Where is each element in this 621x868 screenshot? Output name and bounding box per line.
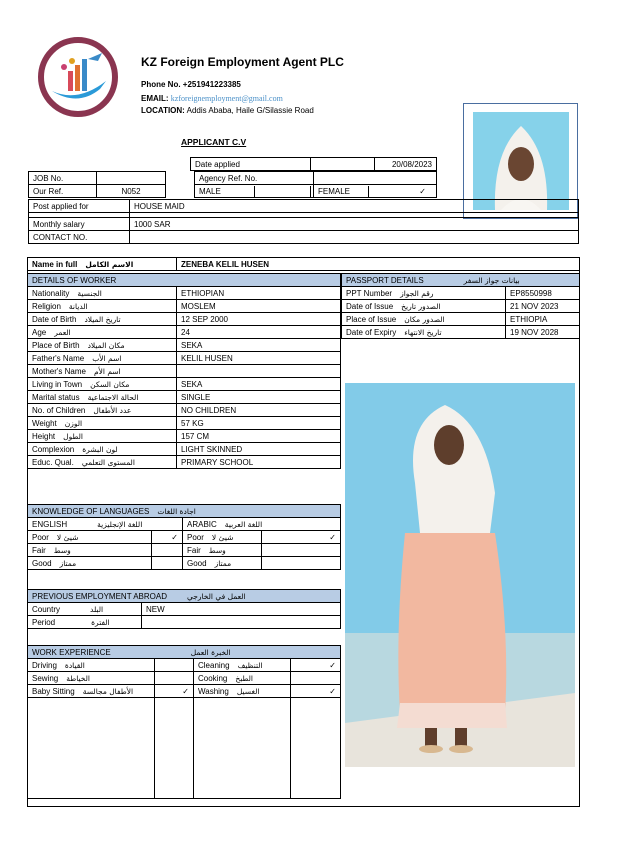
country-label: Country <box>32 604 61 614</box>
previous-header-ar: العمل في الخارجي <box>187 591 246 601</box>
passport-header-ar: بيانات جواز السفر <box>463 275 520 285</box>
language-level-row <box>28 544 341 557</box>
date-applied-table <box>190 157 437 171</box>
english-level-check <box>152 544 183 557</box>
passport-value: EP8550998 <box>506 287 580 300</box>
experience-row <box>28 672 341 685</box>
english-level-label: Poor <box>32 532 49 542</box>
previous-header: PREVIOUS EMPLOYMENT ABROAD <box>32 591 167 601</box>
detail-label: Marital status <box>32 392 80 402</box>
arabic-level-label: Poor <box>187 532 204 542</box>
skill-label-ar: الغسيل <box>236 686 260 696</box>
detail-label-ar: الجنسية <box>77 288 102 298</box>
detail-label: Date of Birth <box>32 314 77 324</box>
languages-table <box>27 504 341 570</box>
skill-check <box>155 659 194 672</box>
experience-row <box>28 685 341 698</box>
salary-label: Monthly salary <box>29 218 130 231</box>
detail-value <box>177 365 341 378</box>
detail-label-ar: عدد الأطفال <box>93 405 132 415</box>
reference-table <box>28 171 437 198</box>
detail-row <box>28 430 341 443</box>
skill-label: Baby Sitting <box>32 686 75 696</box>
arabic-level-label: Good <box>187 558 207 568</box>
detail-label: Complexion <box>32 444 75 454</box>
email-link[interactable]: kzforeignemployment@gmail.com <box>170 94 283 103</box>
passport-label: Date of Expiry <box>346 327 397 337</box>
skill-label: Cooking <box>198 673 228 683</box>
detail-value: SEKA <box>177 378 341 391</box>
company-name: KZ Foreign Employment Agent PLC <box>141 55 344 69</box>
arabic-level-check: ✓ <box>262 531 341 544</box>
skill-label: Sewing <box>32 673 59 683</box>
skill-label-ar: الخياطة <box>66 673 90 683</box>
skill-check: ✓ <box>155 685 194 698</box>
detail-row <box>28 391 341 404</box>
passport-row <box>342 300 580 313</box>
cv-title: APPLICANT C.V <box>181 137 247 147</box>
our-ref-value: N052 <box>97 185 166 198</box>
job-no-label: JOB No. <box>29 172 97 185</box>
detail-label-ar: المستوى التعلمي <box>81 457 135 467</box>
detail-label: No. of Children <box>32 405 86 415</box>
languages-header: KNOWLEDGE OF LANGUAGES <box>32 506 150 516</box>
male-label: MALE <box>195 186 255 197</box>
detail-value: PRIMARY SCHOOL <box>177 456 341 469</box>
skill-check: ✓ <box>291 659 341 672</box>
post-label: Post applied for <box>29 200 130 213</box>
period-label-ar: الفترة <box>91 617 110 627</box>
detail-row <box>28 313 341 326</box>
name-label-ar: الاسم الكامل <box>85 259 134 269</box>
detail-label: Height <box>32 431 56 441</box>
female-label: FEMALE <box>314 186 369 197</box>
skill-check: ✓ <box>291 685 341 698</box>
detail-value: SEKA <box>177 339 341 352</box>
detail-label-ar: مكان الميلاد <box>87 340 125 350</box>
english-label-ar: اللغة الإنجليزية <box>97 519 143 529</box>
detail-value: 57 KG <box>177 417 341 430</box>
english-level-check <box>152 557 183 570</box>
experience-header-ar: الخبرة العمل <box>190 647 231 657</box>
job-no-value <box>97 172 166 185</box>
passport-row <box>342 326 580 339</box>
passport-label: Date of Issue <box>346 301 394 311</box>
name-value: ZENEBA KELIL HUSEN <box>177 258 580 271</box>
skill-check <box>155 672 194 685</box>
passport-header: PASSPORT DETAILS <box>346 275 424 285</box>
experience-row <box>28 659 341 672</box>
detail-label: Educ. Qual. <box>32 457 74 467</box>
skill-label-ar: القيادة <box>64 660 85 670</box>
detail-value: NO CHILDREN <box>177 404 341 417</box>
contact-value <box>130 231 579 244</box>
country-value: NEW <box>142 603 341 616</box>
detail-row <box>28 443 341 456</box>
english-level-label: Fair <box>32 545 46 555</box>
company-location: LOCATION: Addis Ababa, Haile G/Silassie Road <box>141 106 314 115</box>
passport-row <box>342 287 580 300</box>
work-experience-table <box>27 645 341 799</box>
skill-label: Driving <box>32 660 57 670</box>
period-label: Period <box>32 617 56 627</box>
arabic-level-check <box>262 557 341 570</box>
detail-row <box>28 339 341 352</box>
english-level-label-ar: شيئ لا <box>56 532 79 542</box>
english-level-label-ar: وسط <box>53 545 71 555</box>
portrait-image <box>473 112 569 210</box>
details-header: DETAILS OF WORKER <box>28 274 341 287</box>
passport-value: 21 NOV 2023 <box>506 300 580 313</box>
arabic-label: ARABIC <box>187 519 217 529</box>
post-value: HOUSE MAID <box>130 200 579 213</box>
passport-label: PPT Number <box>346 288 393 298</box>
passport-label-ar: الصدور مكان <box>404 314 445 324</box>
contact-label: CONTACT NO. <box>29 231 130 244</box>
detail-label: Living in Town <box>32 379 83 389</box>
detail-value: ETHIOPIAN <box>177 287 341 300</box>
detail-value: MOSLEM <box>177 300 341 313</box>
applicant-photo-full <box>345 383 575 767</box>
detail-label: Father's Name <box>32 353 85 363</box>
passport-label-ar: الصدور تاريخ <box>401 301 441 311</box>
detail-row <box>28 326 341 339</box>
detail-label-ar: اسم الأم <box>94 366 121 376</box>
detail-label: Age <box>32 327 47 337</box>
arabic-level-label-ar: ممتاز <box>214 558 232 568</box>
passport-label: Place of Issue <box>346 314 397 324</box>
skill-label-ar: التنظيف <box>237 660 263 670</box>
detail-label: Mother's Name <box>32 366 86 376</box>
detail-row <box>28 365 341 378</box>
skill-check <box>291 672 341 685</box>
passport-value: 19 NOV 2028 <box>506 326 580 339</box>
salary-value: 1000 SAR <box>130 218 579 231</box>
skill-label: Washing <box>198 686 229 696</box>
details-table <box>27 273 341 469</box>
detail-label: Religion <box>32 301 61 311</box>
english-label: ENGLISH <box>32 519 68 529</box>
detail-label: Nationality <box>32 288 70 298</box>
previous-employment-table <box>27 589 341 629</box>
language-level-row <box>28 531 341 544</box>
skill-label-ar: الأطفال مجالسة <box>82 686 134 696</box>
detail-row <box>28 417 341 430</box>
experience-header: WORK EXPERIENCE <box>32 647 111 657</box>
our-ref-label: Our Ref. <box>29 185 97 198</box>
detail-value: 157 CM <box>177 430 341 443</box>
detail-label-ar: العمر <box>54 327 71 337</box>
detail-row <box>28 352 341 365</box>
passport-value: ETHIOPIA <box>506 313 580 326</box>
company-email: EMAIL: kzforeignemployment@gmail.com <box>141 94 283 103</box>
country-label-ar: البلد <box>90 604 104 614</box>
detail-label-ar: الطول <box>63 431 83 441</box>
detail-label-ar: مكان السكن <box>90 379 130 389</box>
detail-label-ar: الديانة <box>68 301 88 311</box>
detail-label: Weight <box>32 418 57 428</box>
detail-value: 24 <box>177 326 341 339</box>
detail-row <box>28 378 341 391</box>
detail-label-ar: الوزن <box>64 418 83 428</box>
passport-label-ar: تاريخ الانتهاء <box>404 327 442 337</box>
date-applied-label: Date applied <box>191 158 311 171</box>
period-value <box>142 616 341 629</box>
english-level-check: ✓ <box>152 531 183 544</box>
company-logo <box>38 37 118 117</box>
language-level-row <box>28 557 341 570</box>
passport-row <box>342 313 580 326</box>
name-label: Name in full <box>32 259 78 269</box>
detail-row <box>28 287 341 300</box>
full-body-image <box>345 383 575 767</box>
name-table <box>27 257 580 271</box>
detail-label-ar: الحالة الاجتماعية <box>87 392 139 402</box>
passport-label-ar: رقم الجواز <box>400 288 434 298</box>
detail-value: LIGHT SKINNED <box>177 443 341 456</box>
male-check <box>255 186 311 197</box>
detail-value: 12 SEP 2000 <box>177 313 341 326</box>
detail-label: Place of Birth <box>32 340 80 350</box>
skill-label-ar: الطبخ <box>235 673 253 683</box>
arabic-level-check <box>262 544 341 557</box>
detail-row <box>28 300 341 313</box>
arabic-level-label: Fair <box>187 545 201 555</box>
english-level-label-ar: ممتاز <box>59 558 77 568</box>
detail-label-ar: تاريخ الميلاد <box>84 314 121 324</box>
detail-value: KELIL HUSEN <box>177 352 341 365</box>
english-level-label: Good <box>32 558 52 568</box>
agency-ref-label: Agency Ref. No. <box>195 172 314 185</box>
detail-row <box>28 456 341 469</box>
arabic-level-label-ar: وسط <box>208 545 226 555</box>
languages-header-ar: اجادة اللغات <box>157 506 196 516</box>
detail-label-ar: لون البشرة <box>82 444 118 454</box>
passport-table <box>341 273 580 339</box>
skill-label: Cleaning <box>198 660 230 670</box>
arabic-label-ar: اللغة العربية <box>224 519 263 529</box>
female-check: ✓ <box>419 186 426 196</box>
post-table <box>28 199 579 244</box>
detail-label-ar: اسم الأب <box>92 353 122 363</box>
arabic-level-label-ar: شيئ لا <box>211 532 234 542</box>
date-applied-value: 20/08/2023 <box>375 158 437 171</box>
agency-ref-value <box>314 172 437 185</box>
detail-row <box>28 404 341 417</box>
company-phone: Phone No. +251941223385 <box>141 80 241 89</box>
detail-value: SINGLE <box>177 391 341 404</box>
